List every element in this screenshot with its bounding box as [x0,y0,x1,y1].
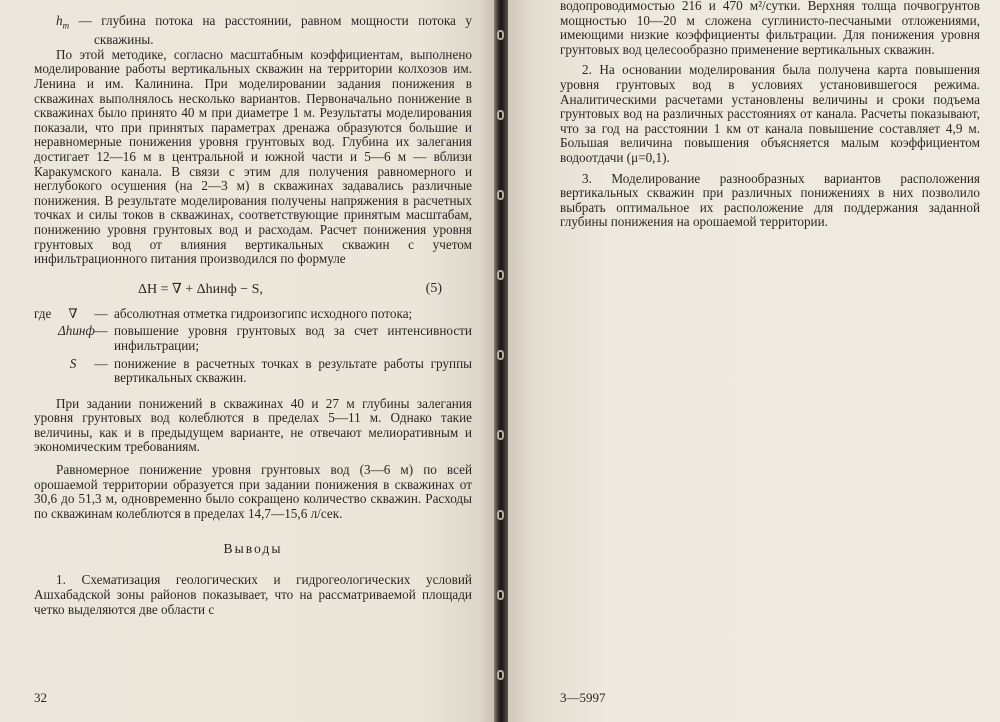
definition-row: где ∇ — абсолютная отметка гидроизогипс исходного потока; [34,307,472,322]
binding-stitch [497,110,504,120]
formula-definitions [34,307,472,386]
formula-number: (5) [425,280,442,296]
formula-5 [34,275,472,305]
binding-stitch [497,430,504,440]
definition-text: абсолютная отметка гидроизогипс исходного потока; [114,305,413,321]
paragraph-modeling: По этой методике, согласно масштабным коэффициентам, выполнено моделирование работы вертикальных скважин на территории колхозов им. Ленина и им. Калинина. При моделировании задания понижения в скважинах выполнялось несколько вариантов. Первоначально понижение в скважинах было принято 40 м при диаметре 1 м. Результаты моделирования показали, что при принятых параметрах дренажа образуются большие и неравномерные понижения уровня грунтовых вод. Глубина их залегания достигает 12—16 м в центральной и южной части и 5—6 м — вблизи Каракумского канала. В связи с этим для получения равномерного и неглубокого осушения (на 2—3 м) в скважинах задавались различные понижения. В результате моделирования получены напряжения в расчетных точках и силы токов в скважинах, соответствующие принятым масштабам, понижению уровня грунтовых вод и расходам. Расчет понижения уровня грунтовых вод от влияния вертикальных скважин с учетом инфильтрационного питания производился по формуле [34,46,472,267]
binding-stitch [497,270,504,280]
book-gutter [494,0,508,722]
paragraph-conclusion-3: 3. Моделирование разнообразных вариантов расположения вертикальных скважин при различных понижениях в них позволило выбрать оптимальное их расположение для поддержания заданной глубины понижения на орошаемой территории. [560,170,980,230]
definition-symbol: Δhинф [58,323,95,339]
signature-mark: 3—5997 [560,690,606,705]
paragraph-depths: При задании понижений в скважинах 40 и 27 м глубины залегания уровня грунтовых вод колеблются в пределах 5—11 м. Однако такие величины, как и в предыдущем варианте, не отвечают мелиоративным и экономическим требованиям. [34,395,472,455]
binding-stitch [497,510,504,520]
section-heading-conclusions: Выводы [223,541,283,557]
definition-symbol: ∇ [68,305,78,321]
paragraph-conclusion-1: 1. Схематизация геологических и гидрогеологических условий Ашхабадской зоны районов показывает, что на рассматриваемой площади четко выделяются две области с [34,572,472,617]
definition-text: повышение уровня грунтовых вод за счет интенсивности инфильтрации; [114,323,472,353]
symbol-h-subscript: m [62,20,70,31]
left-page [0,0,494,722]
paragraph-conclusion-2: 2. На основании моделирования была получена карта повышения уровня грунтовых вод в условиях установившегося режима. Аналитическими расчетами установлены величины и сроки подъема грунтовых вод на различных расстояниях от канала. Расчеты показывают, что за год на расстоянии 1 км от канала повышение составляет 4,9 м. Большая величина повышения объясняется малым коэффициентом водоотдачи (μ=0,1). [560,62,980,165]
definition-hm [34,14,472,48]
binding-stitch [497,190,504,200]
formula-expression: ΔH = ∇ + Δhинф − S, [138,281,263,297]
definition-symbol: S [69,355,77,371]
binding-stitch [497,670,504,680]
definition-row: S — понижение в расчетных точках в результате работы группы вертикальных скважин. [34,357,472,386]
definition-text: понижение в расчетных точках в результате работы группы вертикальных скважин. [114,355,472,386]
page-number-left: 32 [34,690,47,705]
binding-stitch [497,350,504,360]
binding-stitch [497,30,504,40]
binding-stitch [497,590,504,600]
paragraph-continuation: водопроводимостью 216 и 470 м²/сутки. Верхняя толща почвогрунтов мощностью 10—20 м сложена суглинисто-песчаными отложениями, имеющими низкие коэффициенты фильтрации. Для понижения уровня грунтовых вод целесообразно применение вертикальных скважин. [560,0,980,57]
paragraph-uniform-lowering: Равномерное понижение уровня грунтовых вод (3—6 м) по всей орошаемой территории образуется при задании понижения в скважинах от 30,6 до 51,3 м, одновременно было сокращено количество скважин. Расходы по скважинам колеблются в пределах 14,7—15,6 л/сек. [34,462,472,521]
where-label: где [34,305,52,321]
definition-hm-text: — глубина потока на расстоянии, равном мощности потока у скважины. [69,13,472,48]
definition-row: Δhинф — повышение уровня грунтовых вод за счет интенсивности инфильтрации; [58,323,472,353]
right-page [508,0,1000,722]
symbol-h: h [56,13,63,28]
